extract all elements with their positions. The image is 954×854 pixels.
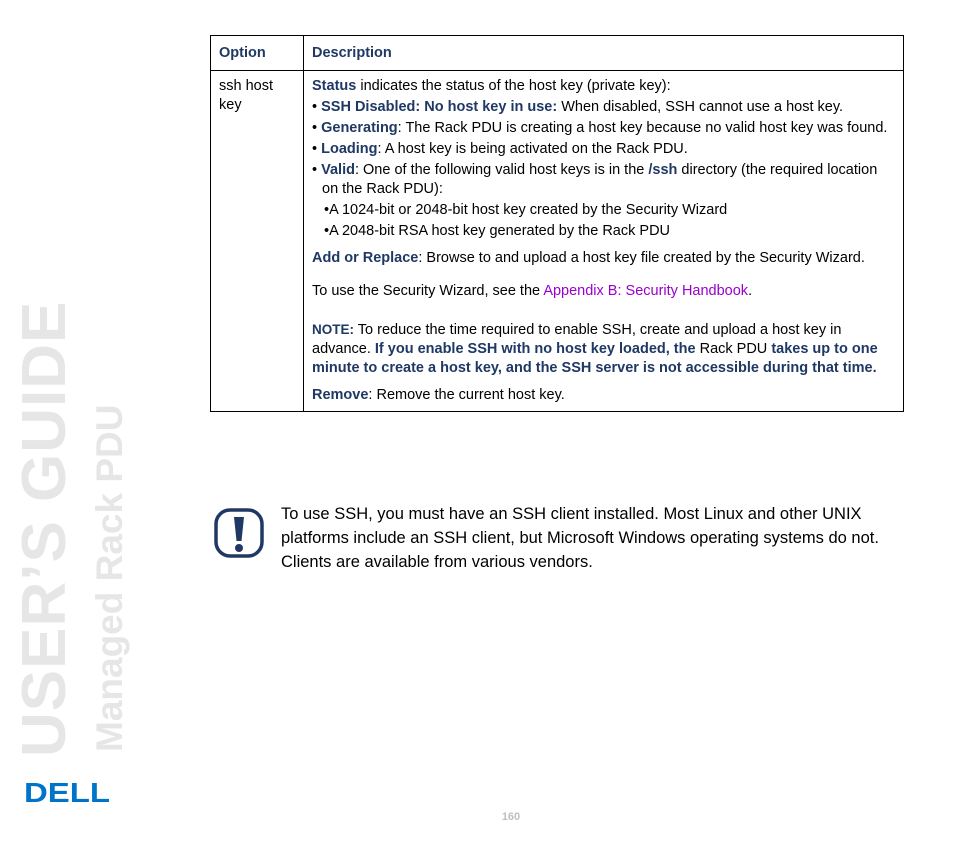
- header-description: Description: [304, 36, 904, 71]
- options-table: [210, 35, 904, 412]
- remove-text: : Remove the current host key.: [368, 387, 565, 403]
- side-subtitle-product: Managed Rack PDU: [89, 404, 130, 752]
- svg-text:DELL: DELL: [24, 779, 110, 805]
- status-text: indicates the status of the host key (private key):: [356, 78, 671, 94]
- add-replace-line: [312, 249, 895, 268]
- bullet-loading: • Loading: A host key is being activated on the Rack PDU.: [312, 141, 688, 157]
- wizard-line: [312, 282, 895, 301]
- option-cell: ssh host key: [211, 71, 304, 412]
- table-header-row: [211, 36, 904, 71]
- side-title-users-guide: USER’S GUIDE: [10, 300, 79, 757]
- bullet-text: directory (the required location on the Rack PDU):: [322, 162, 878, 197]
- ssh-directory: /ssh: [648, 162, 678, 178]
- wizard-text: To use the Security Wizard, see the: [312, 283, 544, 299]
- note-text: Rack PDU: [695, 341, 772, 357]
- bullet-generating: • Generating: The Rack PDU is creating a host key because no valid host key was found.: [312, 120, 888, 136]
- note-label: NOTE:: [312, 322, 354, 337]
- add-replace-text: : Browse to and upload a host key file created by the Security Wizard.: [418, 250, 865, 266]
- dell-logo: [24, 779, 112, 805]
- page-number: 160: [501, 811, 521, 823]
- bullet-label: SSH Disabled: No host key in use:: [321, 99, 558, 115]
- status-label: Status: [312, 78, 357, 94]
- appendix-link[interactable]: Appendix B: Security Handbook: [543, 283, 749, 299]
- sub-item: •A 2048-bit RSA host key generated by the Rack PDU: [324, 223, 671, 239]
- note-paragraph: [312, 320, 895, 378]
- bullet-label: Loading: [321, 141, 378, 157]
- bullet-label: Valid: [321, 162, 355, 178]
- add-replace-label: Add or Replace: [312, 250, 419, 266]
- note-bold: takes up to one minute to create a host key, and the SSH server is not accessible during that time.: [312, 341, 878, 376]
- bullet-text: : One of the following valid host keys is in the: [354, 162, 649, 178]
- bullet-text: When disabled, SSH cannot use a host key.: [557, 99, 844, 115]
- status-line: [312, 77, 895, 96]
- wizard-end: .: [748, 283, 753, 299]
- exclamation-icon: [214, 508, 264, 558]
- bullet-ssh-disabled: • SSH Disabled: No host key in use: When disabled, SSH cannot use a host key.: [312, 99, 844, 115]
- remove-label: Remove: [312, 387, 369, 403]
- description-cell: [304, 71, 904, 412]
- bullet-valid: • Valid: One of the following valid host keys is in the /ssh directory (the required location on the Rack PDU):: [312, 162, 878, 197]
- note-bold: If you enable SSH with no host key loaded, the: [374, 341, 696, 357]
- table-row: [211, 71, 904, 412]
- header-option: Option: [211, 36, 304, 71]
- ssh-client-note: To use SSH, you must have an SSH client installed. Most Linux and other UNIX platforms include an SSH client, but Microsoft Windows operating systems do not. Clients are available from various vendors.: [281, 505, 879, 571]
- sub-item: •A 1024-bit or 2048-bit host key created by the Security Wizard: [324, 202, 728, 218]
- bullet-text: : The Rack PDU is creating a host key because no valid host key was found.: [397, 120, 888, 136]
- bullet-text: : A host key is being activated on the Rack PDU.: [377, 141, 688, 157]
- bullet-label: Generating: [321, 120, 398, 136]
- note-text: To reduce the time required to enable SSH, create and upload a host key in advance.: [312, 322, 842, 357]
- remove-line: [312, 386, 895, 405]
